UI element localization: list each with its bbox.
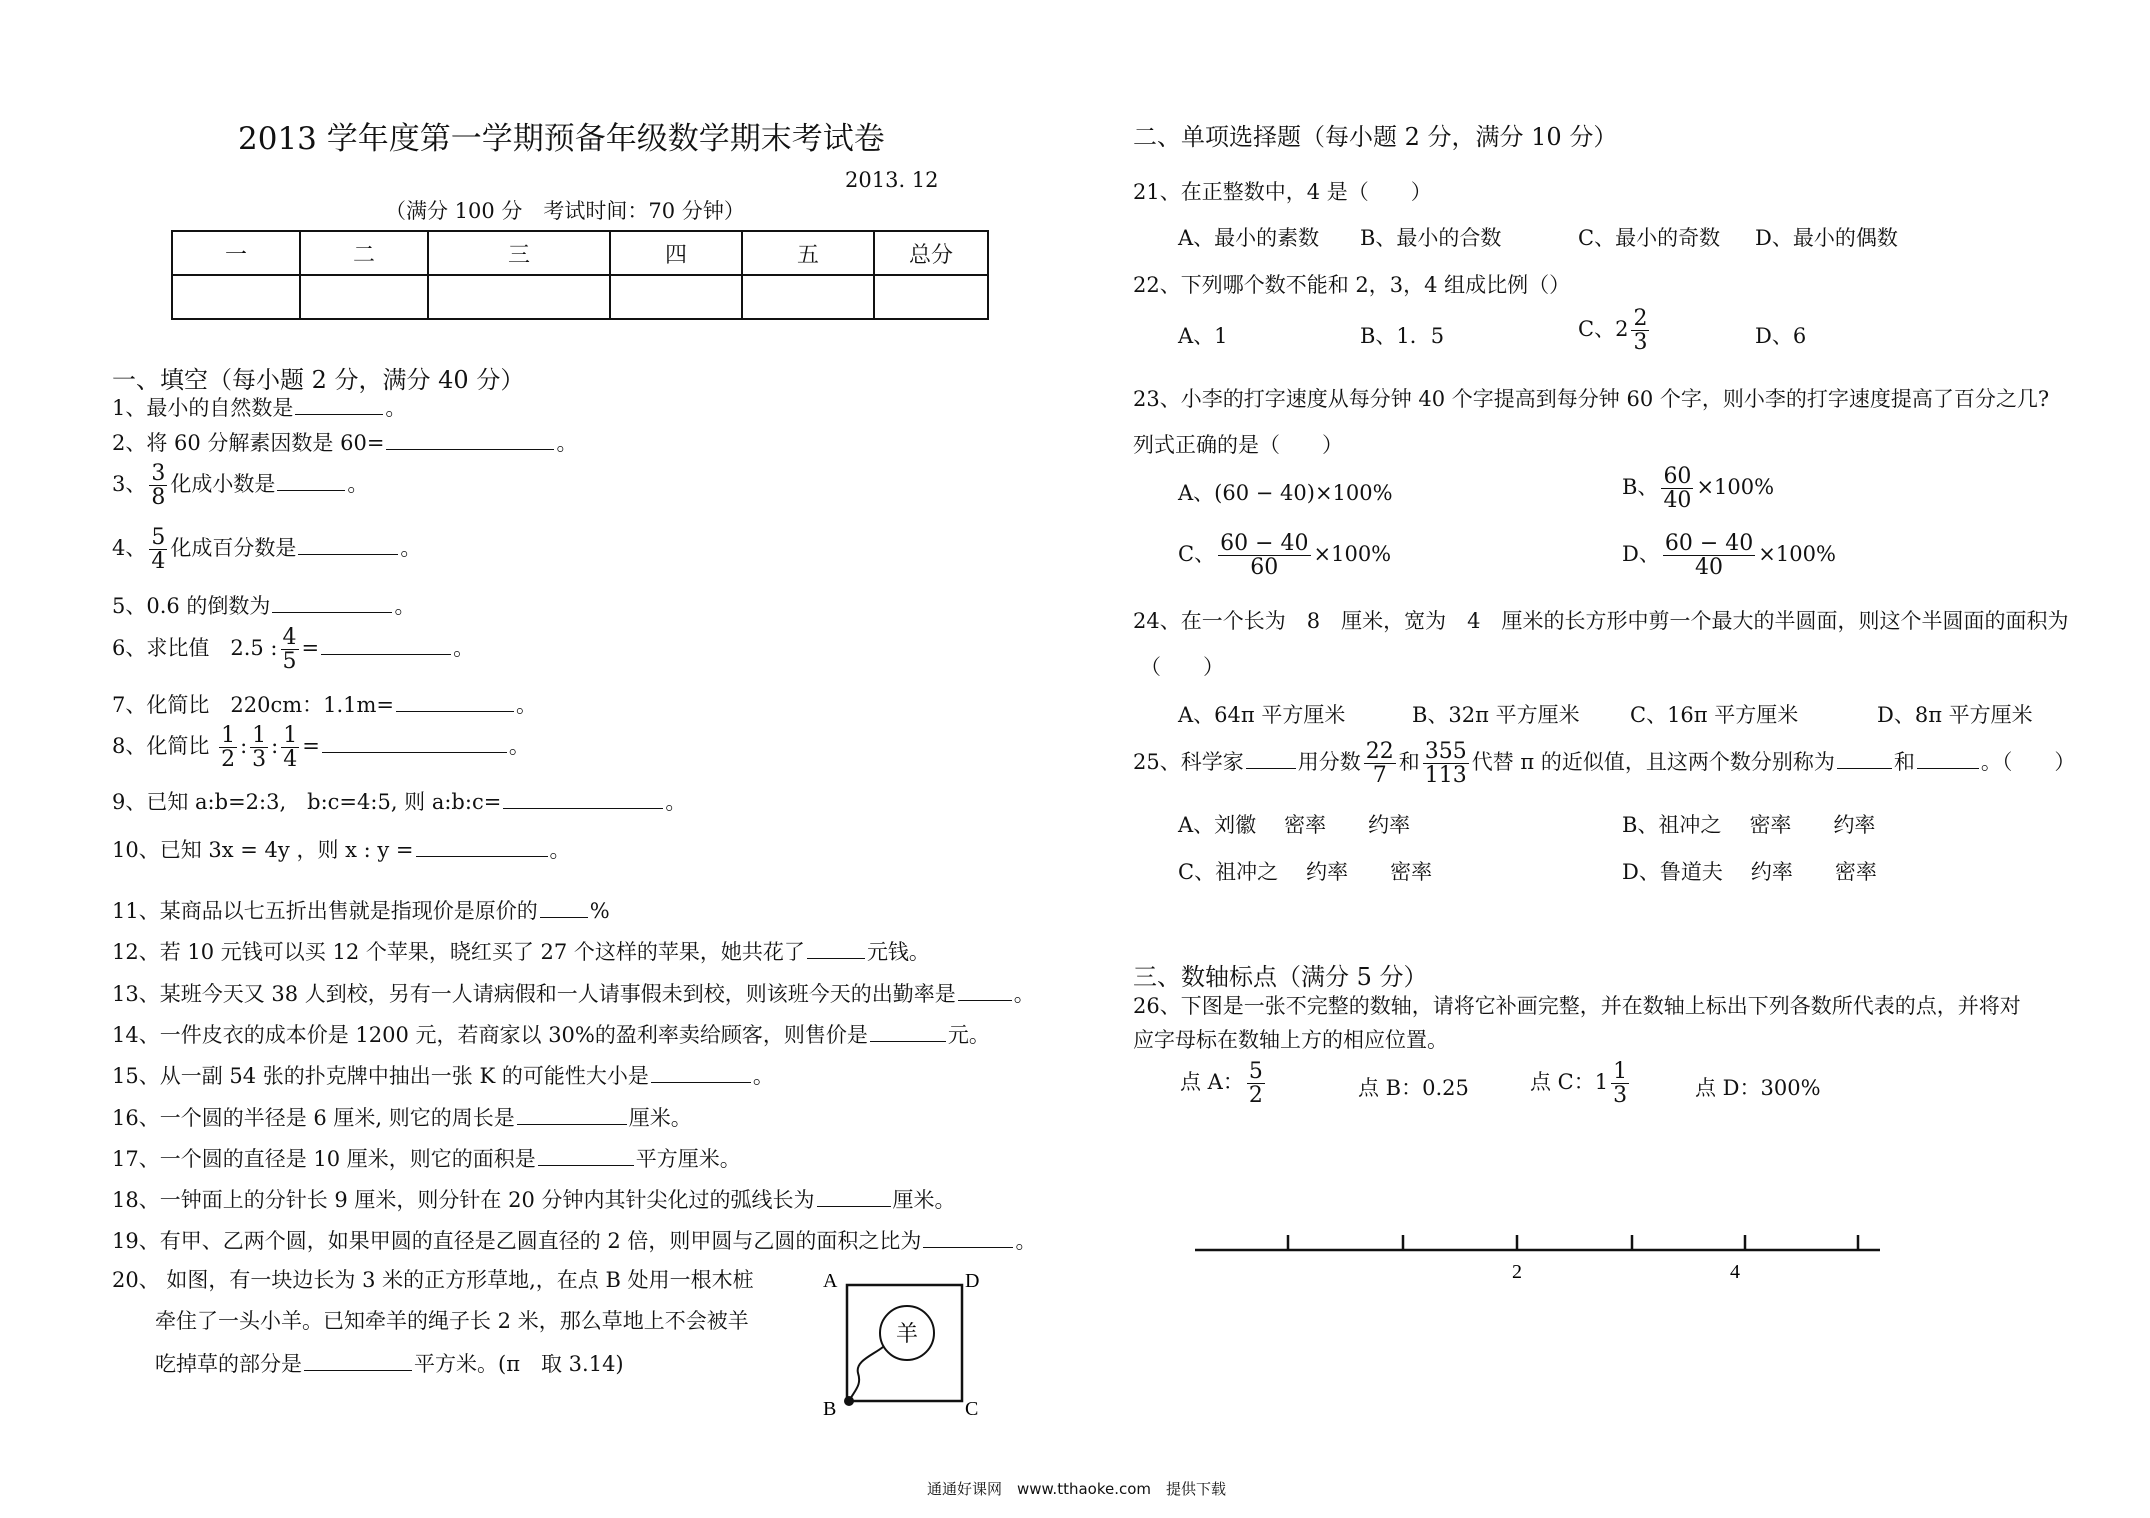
q25-option-d[interactable]: D、鲁道夫 约率 密率 [1622,860,1877,884]
answer-blank[interactable] [322,734,507,753]
answer-blank[interactable] [416,838,548,857]
fraction: $\frac{60 - 40}{60}$ [1220,531,1309,581]
label-a: A [823,1270,838,1292]
label-d: D [965,1270,980,1292]
q23-option-d[interactable]: D、 $\frac{60 - 40}{40}$ ×100% [1622,531,1836,581]
answer-blank[interactable] [277,472,345,491]
score-cell[interactable] [428,275,610,319]
question-5: 5、0.6 的倒数为 。 [112,594,416,618]
question-10: 10、已知 3x = 4y ，则 x : y = 。 [112,838,571,862]
question-21: 21、在正整数中，4 是（ ） [1133,180,1432,204]
point-d-value: 点 D：300% [1695,1076,1821,1100]
square-lawn-figure [815,1265,995,1425]
score-col-5: 五 [742,231,874,275]
question-18: 18、一钟面上的分针长 9 厘米，则分针在 20 分钟内其针尖化过的弧线长为 厘米。 [112,1188,956,1212]
point-a-value: 点 A： $\frac{5}{2}$ [1180,1059,1263,1109]
q21-option-b[interactable]: B、最小的合数 [1360,226,1502,250]
question-20-line-3: 吃掉草的部分是 平方米。(π 取 3.14) [155,1352,624,1376]
q23-option-c[interactable]: C、 $\frac{60 - 40}{60}$ ×100% [1178,531,1392,581]
score-col-total: 总分 [874,231,988,275]
exam-date: 2013. 12 [845,168,939,192]
rope-line [849,1347,883,1401]
answer-blank[interactable] [1917,750,1979,769]
question-12: 12、若 10 元钱可以买 12 个苹果，晓红买了 27 个这样的苹果，她共花了 元钱。 [112,940,930,964]
question-22: 22、下列哪个数不能和 2，3，4 组成比例（） [1133,273,1571,297]
answer-blank[interactable] [923,1229,1013,1248]
score-table-input-row [172,275,988,319]
question-1: 1、最小的自然数是 。 [112,396,407,420]
point-c-value: 点 C：1 $\frac{1}{3}$ [1530,1059,1628,1109]
question-17: 17、一个圆的直径是 10 厘米，则它的面积是 平方厘米。 [112,1147,741,1171]
fraction: $\frac{1}{3}$ [1613,1059,1628,1109]
label-b: B [823,1398,837,1420]
question-19: 19、有甲、乙两个圆，如果甲圆的直径是乙圆直径的 2 倍，则甲圆与乙圆的面积之比为 。 [112,1229,1037,1253]
fraction: $\frac{1}{2}$ [221,723,236,773]
answer-blank[interactable] [272,594,392,613]
score-table [171,230,989,320]
question-24-line-1: 24、在一个长为 8 厘米，宽为 4 厘米的长方形中剪一个最大的半圆面，则这个半圆面的面积为 [1133,609,2069,633]
fraction: $\frac{1}{4}$ [283,723,298,773]
q22-option-b[interactable]: B、1．5 [1360,324,1445,348]
q24-option-b[interactable]: B、32π 平方厘米 [1412,703,1580,727]
question-15: 15、从一副 54 张的扑克牌中抽出一张 K 的可能性大小是 。 [112,1064,774,1088]
question-2: 2、将 60 分解素因数是 60= 。 [112,431,578,455]
question-14: 14、一件皮衣的成本价是 1200 元，若商家以 30%的盈利率卖给顾客，则售价是 元。 [112,1023,990,1047]
fraction: $\frac{60}{40}$ [1663,464,1692,514]
q25-option-a[interactable]: A、刘徽 密率 约率 [1178,813,1411,837]
q24-option-a[interactable]: A、64π 平方厘米 [1178,703,1346,727]
section1-title: 一、填空（每小题 2 分，满分 40 分） [112,366,525,394]
fraction: $\frac{5}{4}$ [151,525,166,575]
q24-option-c[interactable]: C、16π 平方厘米 [1630,703,1799,727]
answer-blank[interactable] [540,899,588,918]
fraction: $\frac{1}{3}$ [252,723,267,773]
question-9: 9、已知 a:b=2:3, b:c=4:5, 则 a:b:c= 。 [112,790,687,814]
answer-blank[interactable] [321,636,451,655]
number-line-label-4: 4 [1730,1261,1740,1283]
answer-blank[interactable] [396,693,514,712]
number-line [1190,1225,1890,1285]
answer-blank[interactable] [538,1147,634,1166]
fraction: $\frac{4}{5}$ [282,625,297,675]
fraction: $\frac{3}{8}$ [151,461,166,511]
question-26-line-2: 应字母标在数轴上方的相应位置。 [1133,1028,1448,1052]
question-6: 6、求比值 2.5 : $\frac{4}{5}$ = 。 [112,625,475,675]
question-23-line-2: 列式正确的是（ ） [1133,433,1343,457]
q22-option-c[interactable]: C、2 $\frac{2}{3}$ [1578,306,1648,356]
question-11: 11、某商品以七五折出售就是指现价是原价的 % [112,899,610,923]
answer-blank[interactable] [807,940,865,959]
footer-text: 通通好课网 www.tthaoke.com 提供下载 [927,1480,1227,1498]
q21-option-c[interactable]: C、最小的奇数 [1578,226,1721,250]
fraction: $\frac{355}{113}$ [1424,739,1467,789]
score-col-2: 二 [300,231,428,275]
question-16: 16、一个圆的半径是 6 厘米, 则它的周长是 厘米。 [112,1106,692,1130]
score-cell[interactable] [610,275,742,319]
question-7: 7、化简比 220cm：1.1m= 。 [112,693,538,717]
question-20-line-1: 20、 如图，有一块边长为 3 米的正方形草地,，在点 B 处用一根木桩 [112,1268,754,1292]
question-8: 8、化简比 $\frac{1}{2}$ : $\frac{1}{3}$ : $\frac{1}{4}$ = 。 [112,723,530,773]
q25-option-b[interactable]: B、祖冲之 密率 约率 [1622,813,1876,837]
label-c: C [965,1398,979,1420]
exam-subtitle: （满分 100 分 考试时间：70 分钟） [385,199,745,223]
question-4: 4、 $\frac{5}{4}$ 化成百分数是 。 [112,525,422,575]
score-col-1: 一 [172,231,300,275]
stake-point-b [844,1396,854,1406]
exam-title: 2013 学年度第一学期预备年级数学期末考试卷 [238,121,885,157]
answer-blank[interactable] [517,1106,627,1125]
score-cell[interactable] [300,275,428,319]
question-3: 3、 $\frac{3}{8}$ 化成小数是 。 [112,461,369,511]
q23-option-a[interactable]: A、(60 − 40)×100% [1178,481,1393,505]
answer-blank[interactable] [1837,750,1892,769]
answer-blank[interactable] [1246,750,1296,769]
question-26-line-1: 26、下图是一张不完整的数轴，请将它补画完整，并在数轴上标出下列各数所代表的点，并将对 [1133,994,2021,1018]
question-25: 25、科学家 用分数 $\frac{22}{7}$ 和 $\frac{355}{113}$ 代替 π 的近似值，且这两个数分别称为 和 。（ ） [1133,739,2076,789]
fraction: $\frac{2}{3}$ [1633,306,1648,356]
score-cell[interactable] [742,275,874,319]
q21-option-a[interactable]: A、最小的素数 [1178,226,1320,250]
q25-option-c[interactable]: C、祖冲之 约率 密率 [1178,860,1433,884]
question-23-line-1: 23、小李的打字速度从每分钟 40 个字提高到每分钟 60 个字，则小李的打字速度提高了百分之几? [1133,387,2050,411]
answer-blank[interactable] [651,1064,751,1083]
q22-option-d[interactable]: D、6 [1755,324,1807,348]
q21-option-d[interactable]: D、最小的偶数 [1755,226,1898,250]
q22-option-a[interactable]: A、1 [1178,324,1228,348]
question-24-line-2: （ ） [1140,655,1224,679]
q23-option-b[interactable]: B、 $\frac{60}{40}$ ×100% [1622,464,1775,514]
score-cell[interactable] [172,275,300,319]
answer-blank[interactable] [295,396,383,415]
score-cell[interactable] [874,275,988,319]
score-col-3: 三 [428,231,610,275]
number-line-label-2: 2 [1512,1261,1522,1283]
answer-blank[interactable] [386,431,554,450]
question-20-line-2: 牵住了一头小羊。已知牵羊的绳子长 2 米，那么草地上不会被羊 [155,1309,749,1333]
score-table-header [172,231,988,275]
answer-blank[interactable] [817,1188,891,1207]
section2-title: 二、单项选择题（每小题 2 分，满分 10 分） [1133,123,1618,151]
answer-blank[interactable] [958,982,1012,1001]
answer-blank[interactable] [298,536,398,555]
question-13: 13、某班今天又 38 人到校，另有一人请病假和一人请事假未到校，则该班今天的出勤率是 。 [112,982,1035,1006]
answer-blank[interactable] [503,790,663,809]
fraction: $\frac{5}{2}$ [1248,1059,1263,1109]
section3-title: 三、数轴标点（满分 5 分） [1133,963,1428,991]
point-b-value: 点 B：0.25 [1358,1076,1469,1100]
q24-option-d[interactable]: D、8π 平方厘米 [1877,703,2033,727]
score-col-4: 四 [610,231,742,275]
answer-blank[interactable] [304,1352,412,1371]
answer-blank[interactable] [870,1023,946,1042]
fraction: $\frac{60 - 40}{40}$ [1664,531,1754,581]
label-sheep: 羊 [896,1322,919,1347]
fraction: $\frac{22}{7}$ [1365,739,1394,789]
